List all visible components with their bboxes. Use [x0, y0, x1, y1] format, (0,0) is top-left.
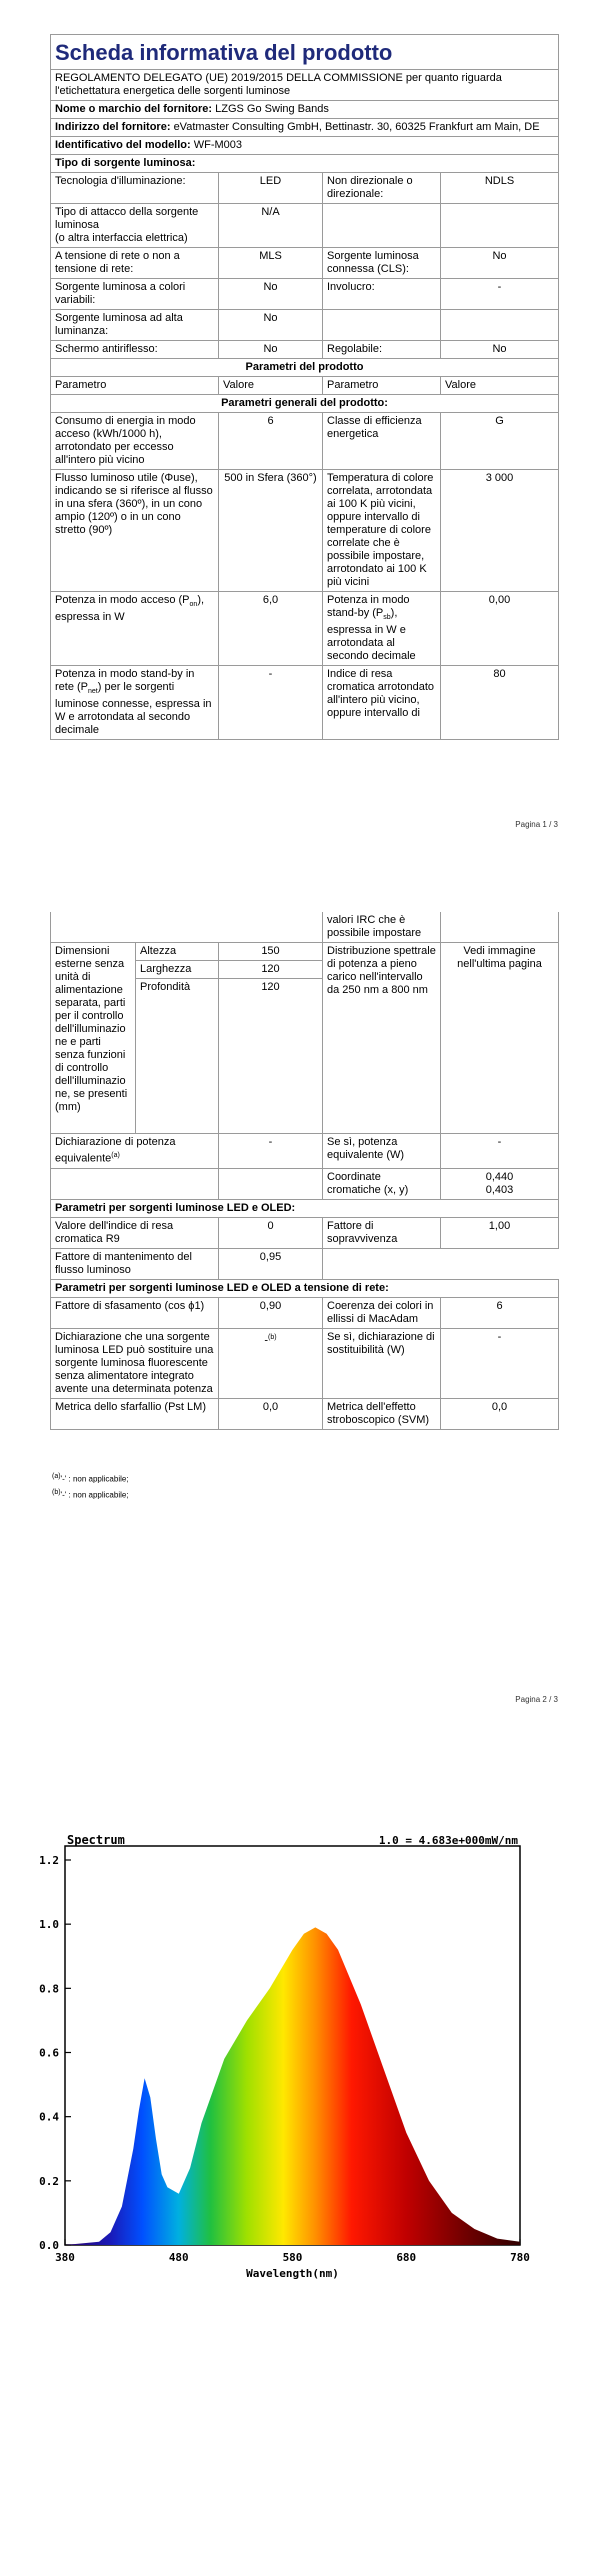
table-row — [51, 1398, 559, 1429]
dimensions-label: Dimensioni esterne senza unità di alimentazione separata, parti per il controllo dell'illuminazione e parti senza funzioni di controllo dell'illuminazione, se presenti (mm) — [51, 943, 136, 1134]
row-label: Indice di resa cromatica arrotondato all'intero più vicino, oppure intervallo di — [323, 666, 441, 740]
dimension-name: Altezza — [136, 943, 219, 961]
regulation-text: REGOLAMENTO DELEGATO (UE) 2019/2015 DELLA COMMISSIONE per quanto riguarda l'etichettatura energetica delle sorgenti luminose — [51, 70, 559, 101]
row-value: No — [219, 310, 323, 341]
table-row — [51, 1217, 559, 1248]
table-row — [51, 1168, 559, 1199]
mains-params-heading: Parametri per sorgenti luminose LED e OLED a tensione di rete: — [51, 1279, 559, 1297]
row-label: Fattore di sopravvivenza — [323, 1217, 441, 1248]
row-value: No — [441, 248, 559, 279]
source-type-heading: Tipo di sorgente luminosa: — [51, 155, 559, 173]
page-2 — [0, 860, 603, 1740]
model-label: Identificativo del modello: — [55, 139, 191, 151]
column-header: Parametro — [323, 377, 441, 395]
page-3 — [0, 1740, 603, 2560]
table-row — [51, 943, 559, 961]
row-value — [441, 310, 559, 341]
supplier-value: LZGS Go Swing Bands — [215, 103, 329, 115]
product-sheet-table-2 — [50, 912, 559, 1430]
row-label: Potenza in modo stand-by $(P_{sb})$, espressa in W e arrotondata al secondo decimale — [323, 592, 441, 666]
dimension-name: Profondità — [136, 979, 219, 1134]
y-tick-label: 0.0 — [39, 2239, 59, 2252]
table-row — [51, 912, 559, 943]
row-value: 0,0 — [441, 1398, 559, 1429]
dimension-value: 120 — [219, 979, 323, 1134]
row-value: - — [219, 666, 323, 740]
spectrum-chart — [0, 1740, 603, 2560]
page-title: Scheda informativa del prodotto — [51, 35, 559, 70]
row-label: Potenza in modo stand-by in rete $(P_{net})$ per le sorgenti luminose connesse, espressa in W e arrotondata al secondo decimale — [51, 666, 219, 740]
y-tick-label: 0.8 — [39, 1982, 59, 1996]
row-label: Se sì, dichiarazione di sostituibilità (W) — [323, 1328, 441, 1398]
table-row — [51, 248, 559, 279]
row-label: A tensione di rete o non a tensione di rete: — [51, 248, 219, 279]
row-value: 0 — [219, 1217, 323, 1248]
row-value: 0,440 0,403 — [441, 1168, 559, 1199]
y-tick-label: 0.4 — [39, 2110, 59, 2124]
row-label: Tipo di attacco della sorgente luminosa (o altra interfaccia elettrica) — [51, 204, 219, 248]
table-row — [51, 173, 559, 204]
column-header: Valore — [441, 377, 559, 395]
row-value: 6 — [441, 1297, 559, 1328]
table-row — [51, 204, 559, 248]
row-value: No — [219, 341, 323, 359]
row-value: - — [441, 1134, 559, 1169]
row-label: Coerenza dei colori in ellissi di MacAdam — [323, 1297, 441, 1328]
table-row — [51, 279, 559, 310]
product-sheet-table-1 — [50, 34, 559, 740]
x-tick-label: 680 — [396, 2251, 417, 2264]
row-value: No — [219, 279, 323, 310]
table-row — [51, 592, 559, 666]
dimension-name: Larghezza — [136, 961, 219, 979]
row-label: Consumo di energia in modo acceso (kWh/1000 h), arrotondato per eccesso all'intero più vicino — [51, 413, 219, 470]
table-row — [51, 666, 559, 740]
spectrum-area — [65, 1927, 520, 2245]
row-value: LED — [219, 173, 323, 204]
spectral-value: Vedi immagine nell'ultima pagina — [441, 943, 559, 1134]
row-label: Fattore di sfasamento (cos ϕ1) — [51, 1297, 219, 1328]
led-params-heading: Parametri per sorgenti luminose LED e OLED: — [51, 1199, 559, 1217]
column-header: Valore — [219, 377, 323, 395]
row-value: 0,90 — [219, 1297, 323, 1328]
column-header: Parametro — [51, 377, 219, 395]
general-params-heading: Parametri generali del prodotto: — [51, 395, 559, 413]
row-label: Dichiarazione che una sorgente luminosa LED può sostituire una sorgente luminosa fluorescente senza alimentatore integrato avente una determinata potenza — [51, 1328, 219, 1398]
y-tick-label: 1.0 — [39, 1918, 59, 1932]
row-label — [323, 310, 441, 341]
x-tick-label: 480 — [168, 2251, 189, 2264]
row-label: Schermo antiriflesso: — [51, 341, 219, 359]
page-1 — [0, 0, 603, 860]
row-value: No — [441, 341, 559, 359]
params-heading: Parametri del prodotto — [51, 359, 559, 377]
row-value: 500 in Sfera (360°) — [219, 470, 323, 592]
footnote-b: $^{(b)}$'-' : non applicabile; — [52, 1489, 129, 1500]
table-row — [51, 470, 559, 592]
row-value: 80 — [441, 666, 559, 740]
footnote-a: $^{(a)}$'-' : non applicabile; — [52, 1473, 129, 1484]
x-tick-label: 580 — [282, 2251, 303, 2264]
row-label: Fattore di mantenimento del flusso luminoso — [51, 1248, 219, 1279]
row-label: Se sì, potenza equivalente (W) — [323, 1134, 441, 1169]
row-value: 0,95 — [219, 1248, 323, 1279]
dimension-value: 120 — [219, 961, 323, 979]
row-label: Valore dell'indice di resa cromatica R9 — [51, 1217, 219, 1248]
row-label: Coordinate cromatiche (x, y) — [323, 1168, 441, 1199]
row-label: Tecnologia d'illuminazione: — [51, 173, 219, 204]
page-number: Pagina 2 / 3 — [515, 1695, 558, 1704]
chart-scale-note: 1.0 = 4.683e+000mW/nm — [378, 1834, 518, 1847]
y-tick-label: 0.2 — [39, 2174, 59, 2188]
supplier-row — [51, 101, 559, 119]
row-label: Metrica dell'effetto stroboscopico (SVM) — [323, 1398, 441, 1429]
row-label: Metrica dello sfarfallio (Pst LM) — [51, 1398, 219, 1429]
table-row — [51, 1297, 559, 1328]
row-label: Dichiarazione di potenza equivalente$^{(a)}$ — [51, 1134, 219, 1169]
row-label: Temperatura di colore correlata, arrotondata ai 100 K più vicini, oppure intervallo di temperature di colore correlate che è possibile impostare, arrotondato ai 100 K più vicini — [323, 470, 441, 592]
row-label: Non direzionale o direzionale: — [323, 173, 441, 204]
model-row — [51, 137, 559, 155]
table-row — [51, 1328, 559, 1398]
row-value: - — [219, 1134, 323, 1169]
table-row — [51, 310, 559, 341]
row-label — [323, 204, 441, 248]
row-label: Sorgente luminosa connessa (CLS): — [323, 248, 441, 279]
table-row — [51, 413, 559, 470]
row-value — [441, 204, 559, 248]
chart-title: Spectrum — [67, 1833, 125, 1847]
model-value: WF-M003 — [193, 139, 243, 151]
row-value: 3 000 — [441, 470, 559, 592]
row-value: 0,0 — [219, 1398, 323, 1429]
address-value: eVatmaster Consulting GmbH, Bettinastr. 30, 60325 Frankfurt am Main, DE — [173, 121, 540, 133]
row-value: 1,00 — [441, 1217, 559, 1248]
row-value: G — [441, 413, 559, 470]
table-row — [51, 1134, 559, 1169]
row-value: - — [441, 1328, 559, 1398]
row-value: N/A — [219, 204, 323, 248]
row-label: Sorgente luminosa a colori variabili: — [51, 279, 219, 310]
spectral-label: Distribuzione spettrale di potenza a pieno carico nell'intervallo da 250 nm a 800 nm — [323, 943, 441, 1134]
row-value: 0,00 — [441, 592, 559, 666]
row-value: NDLS — [441, 173, 559, 204]
row-label: Regolabile: — [323, 341, 441, 359]
row-value: 6 — [219, 413, 323, 470]
row-value: -$^{(b)}$ — [219, 1328, 323, 1398]
y-tick-label: 1.2 — [39, 1854, 59, 1867]
address-label: Indirizzo del fornitore: — [55, 121, 171, 133]
supplier-label: Nome o marchio del fornitore: — [55, 103, 213, 115]
row-label: valori IRC che è possibile impostare — [323, 912, 441, 943]
row-label: Sorgente luminosa ad alta luminanza: — [51, 310, 219, 341]
y-tick-label: 0.6 — [39, 2046, 59, 2060]
row-label: Potenza in modo acceso $(P_{on})$, espressa in W — [51, 592, 219, 666]
x-tick-label: 380 — [55, 2251, 75, 2264]
row-label: Classe di efficienza energetica — [323, 413, 441, 470]
table-row — [51, 1248, 559, 1279]
row-label: Flusso luminoso utile (Φuse), indicando se si riferisce al flusso in una sfera (360º), in un cono ampio (120º) o in un cono stretto (90º) — [51, 470, 219, 592]
row-value: 6,0 — [219, 592, 323, 666]
row-value: MLS — [219, 248, 323, 279]
address-row — [51, 119, 559, 137]
params-column-headers — [51, 377, 559, 395]
x-tick-label: 780 — [510, 2251, 530, 2264]
dimension-value: 150 — [219, 943, 323, 961]
x-axis-label: Wavelength(nm) — [246, 2267, 339, 2280]
row-value: - — [441, 279, 559, 310]
row-label: Involucro: — [323, 279, 441, 310]
table-row — [51, 341, 559, 359]
page-number: Pagina 1 / 3 — [515, 820, 558, 829]
